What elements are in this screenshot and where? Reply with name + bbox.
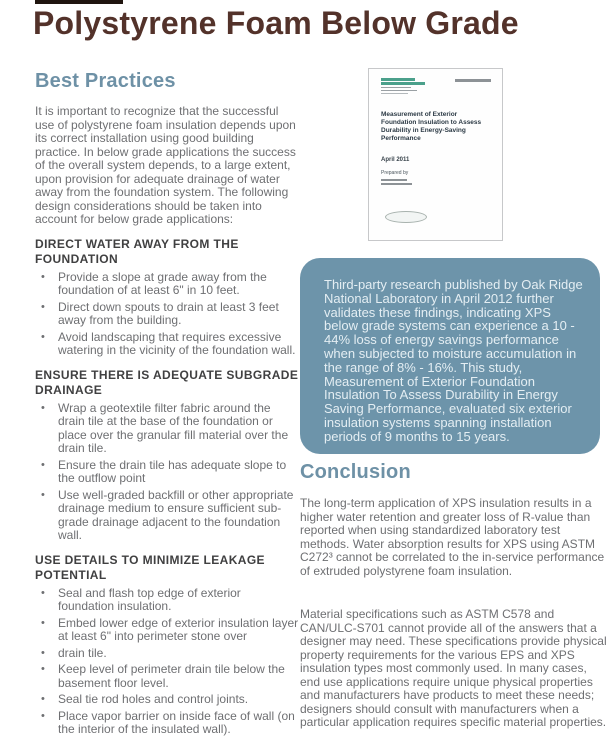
bullet-text: Use well-graded backfill or other appropriate drainage medium to ensure sufficient sub-grade drainage adjacent to the foundation wall.: [58, 487, 294, 542]
bullet-icon: •: [41, 401, 45, 414]
section-heading-minimize-leakage: USE DETAILS TO MINIMIZE LEAKAGE POTENTIAL: [35, 552, 265, 582]
report-title: Measurement of Exterior Foundation Insulation to Assess Durability in Energy-Saving Performance: [381, 111, 482, 142]
bullet-icon: •: [41, 488, 45, 501]
list-item: [35, 459, 299, 486]
bullet-text: Avoid landscaping that requires excessive watering in the vicinity of the foundation wall.: [58, 329, 296, 357]
conclusion-paragraph: The long-term application of XPS insulation results in a higher water retention and greater loss of R-value than reported when using standardized laboratory test methods. Water absorption results for XPS using ASTM C272³ cannot be correlated to the in-service performance of extruded polystyrene foam insulation.: [300, 496, 605, 578]
list-item: [35, 331, 299, 358]
bullet-text: drain tile.: [58, 645, 107, 660]
report-date: April 2011: [381, 157, 410, 163]
top-accent-bar: [35, 0, 123, 4]
section-heading-direct-water: DIRECT WATER AWAY FROM THE FOUNDATION: [35, 236, 239, 266]
conclusion-paragraph: Material specifications such as ASTM C578 and CAN/ULC-S701 cannot provide all of the answers that a designer may need. These specifications provide physical property requirements for the various EPS and XPS insulation types most commonly used. In many cases, end use applications require unique physical properties and manufacturers have products to meet these needs; designers should consult with manufacturers when a particular application requires specific material properties.: [300, 607, 607, 729]
bullet-text: Place vapor barrier on inside face of wall (on the interior of the insulated wall).: [58, 708, 295, 736]
best-practices-column: [35, 70, 299, 740]
report-prepared-by: Prepared by: [381, 170, 409, 176]
list-item: [35, 710, 299, 737]
bullet-text: Embed lower edge of exterior insulation layer at least 6" into perimeter stone over: [58, 615, 299, 643]
section-heading-subgrade-drainage: ENSURE THERE IS ADEQUATE SUBGRADE DRAINAGE: [35, 367, 299, 397]
bullet-icon: •: [41, 586, 45, 599]
research-callout-box: [300, 258, 600, 454]
bullet-text: Keep level of perimeter drain tile below the basement floor level.: [58, 662, 285, 690]
bullet-text: Seal and flash top edge of exterior foundation insulation.: [58, 585, 241, 613]
best-practices-heading: Best Practices: [35, 70, 176, 92]
bullet-text: Provide a slope at grade away from the foundation of at least 6" in 10 feet.: [58, 269, 267, 297]
page-title: Polystyrene Foam Below Grade: [33, 5, 519, 41]
best-practices-intro: It is important to recognize that the successful use of polystyrene foam insulation depends upon its correct installation using good building practice. In below grade applications the success of the overall system depends, to a large extent, upon provision for adequate drainage of water away from the foundation system. The following design considerations should be taken into account for below grade applications:: [35, 104, 296, 226]
bullet-icon: •: [41, 616, 45, 629]
bullet-icon: •: [41, 270, 45, 283]
list-item: [35, 663, 299, 690]
bullet-icon: •: [41, 300, 45, 313]
list-item: [35, 617, 299, 644]
list-item: [35, 587, 299, 614]
list-item: [35, 693, 299, 707]
list-item: [35, 271, 299, 298]
list-item: [35, 489, 299, 543]
list-item: [35, 647, 299, 661]
report-cover-thumbnail: [368, 68, 503, 241]
conclusion-heading: Conclusion: [300, 461, 411, 483]
bullet-text: Direct down spouts to drain at least 3 feet away from the building.: [58, 299, 279, 327]
bullet-icon: •: [41, 458, 45, 471]
bullet-icon: •: [41, 646, 45, 659]
bullet-text: Ensure the drain tile has adequate slope to the outflow point: [58, 457, 287, 485]
list-item: [35, 402, 299, 456]
bullet-icon: •: [41, 663, 45, 675]
report-number-bar: [455, 79, 491, 82]
bullet-icon: •: [41, 693, 45, 705]
oak-ridge-logo: [381, 78, 425, 94]
bullet-text: Seal tie rod holes and control joints.: [58, 692, 249, 706]
research-callout-text: Third-party research published by Oak Ridge National Laboratory in April 2012 further validates these findings, indicating XPS below grade systems can experience a 10 - 44% loss of energy savings performance when subjected to moisture accumulation in the range of 8% - 16%. This study, Measurement of Exterior Foundation Insulation To Assess Durability in Energy Saving Performance, evaluated six exterior insulation systems spanning installation periods of 9 months to 15 years.: [324, 277, 583, 444]
bullet-icon: •: [41, 330, 45, 343]
bullet-icon: •: [41, 709, 45, 722]
bullet-text: Wrap a geotextile filter fabric around the drain tile at the base of the foundation or place over the granular fill material over the drain tile.: [58, 400, 289, 455]
list-item: [35, 301, 299, 328]
report-author-bar: [381, 179, 407, 181]
report-author-bar: [381, 183, 412, 185]
report-footer-logo: [385, 211, 427, 223]
